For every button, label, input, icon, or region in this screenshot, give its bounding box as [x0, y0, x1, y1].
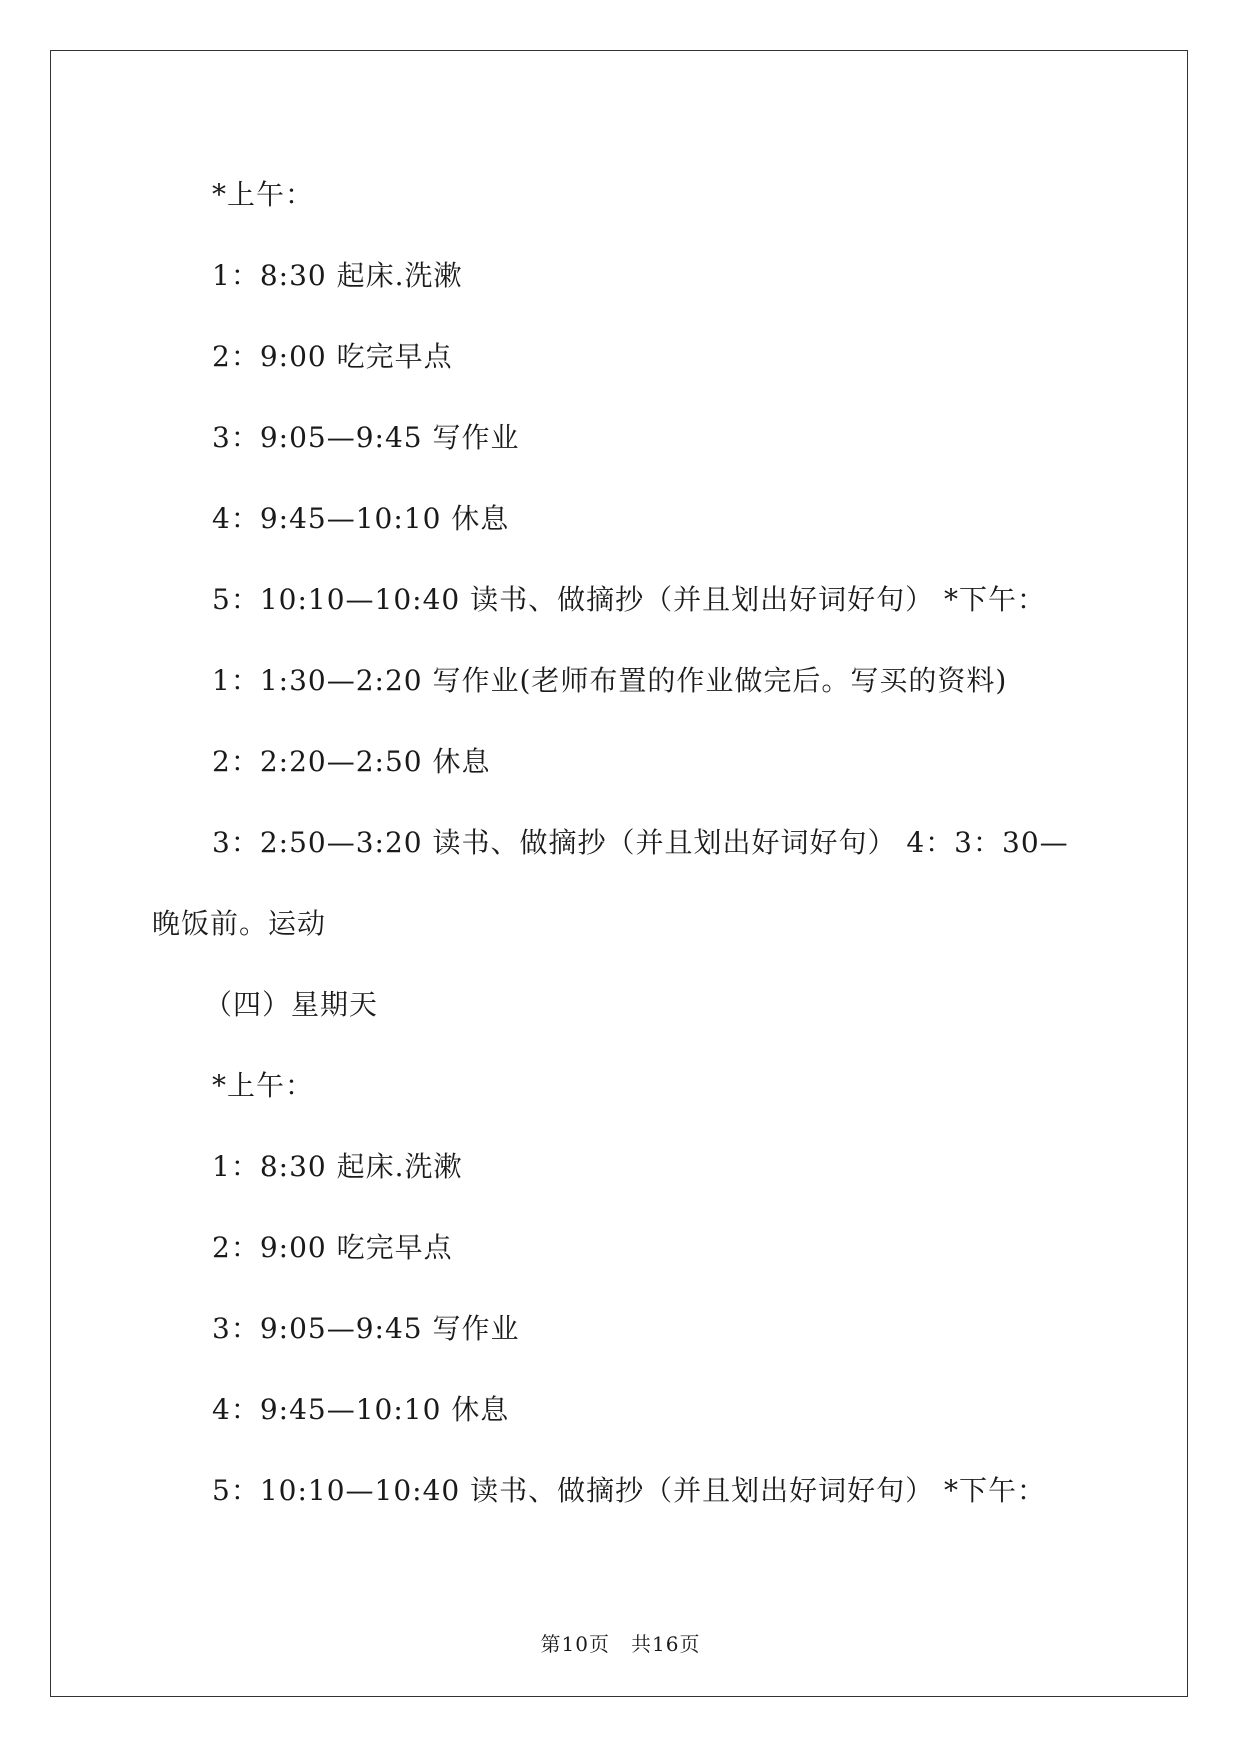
text-line: 5：10:10—10:40 读书、做摘抄（并且划出好词好句） *下午： [212, 583, 1047, 616]
text-line: 4：9:45—10:10 休息 [212, 502, 510, 535]
text-line: *上午： [212, 1069, 315, 1102]
text-line: 3：9:05—9:45 写作业 [212, 1312, 520, 1345]
text-line: 3：9:05—9:45 写作业 [212, 421, 520, 454]
text-line: 5：10:10—10:40 读书、做摘抄（并且划出好词好句） *下午： [212, 1474, 1047, 1507]
text-line: 2：9:00 吃完早点 [212, 1231, 453, 1264]
text-line: 晚饭前。运动 [152, 907, 327, 940]
text-line: 2：2:20—2:50 休息 [212, 745, 491, 778]
section-heading: （四）星期天 [204, 988, 379, 1021]
text-line: 4：9:45—10:10 休息 [212, 1393, 510, 1426]
text-line: 3：2:50—3:20 读书、做摘抄（并且划出好词好句） 4：3：30— [212, 826, 1069, 859]
text-line: 2：9:00 吃完早点 [212, 340, 453, 373]
text-line: 1：8:30 起床.洗漱 [212, 259, 463, 292]
text-line: 1：8:30 起床.洗漱 [212, 1150, 463, 1183]
document-body [152, 160, 1082, 1537]
text-line: *上午： [212, 178, 315, 211]
page-number-footer: 第10页 共16页 [540, 1632, 701, 1656]
text-line: 1：1:30—2:20 写作业(老师布置的作业做完后。写买的资料) [212, 664, 1008, 697]
